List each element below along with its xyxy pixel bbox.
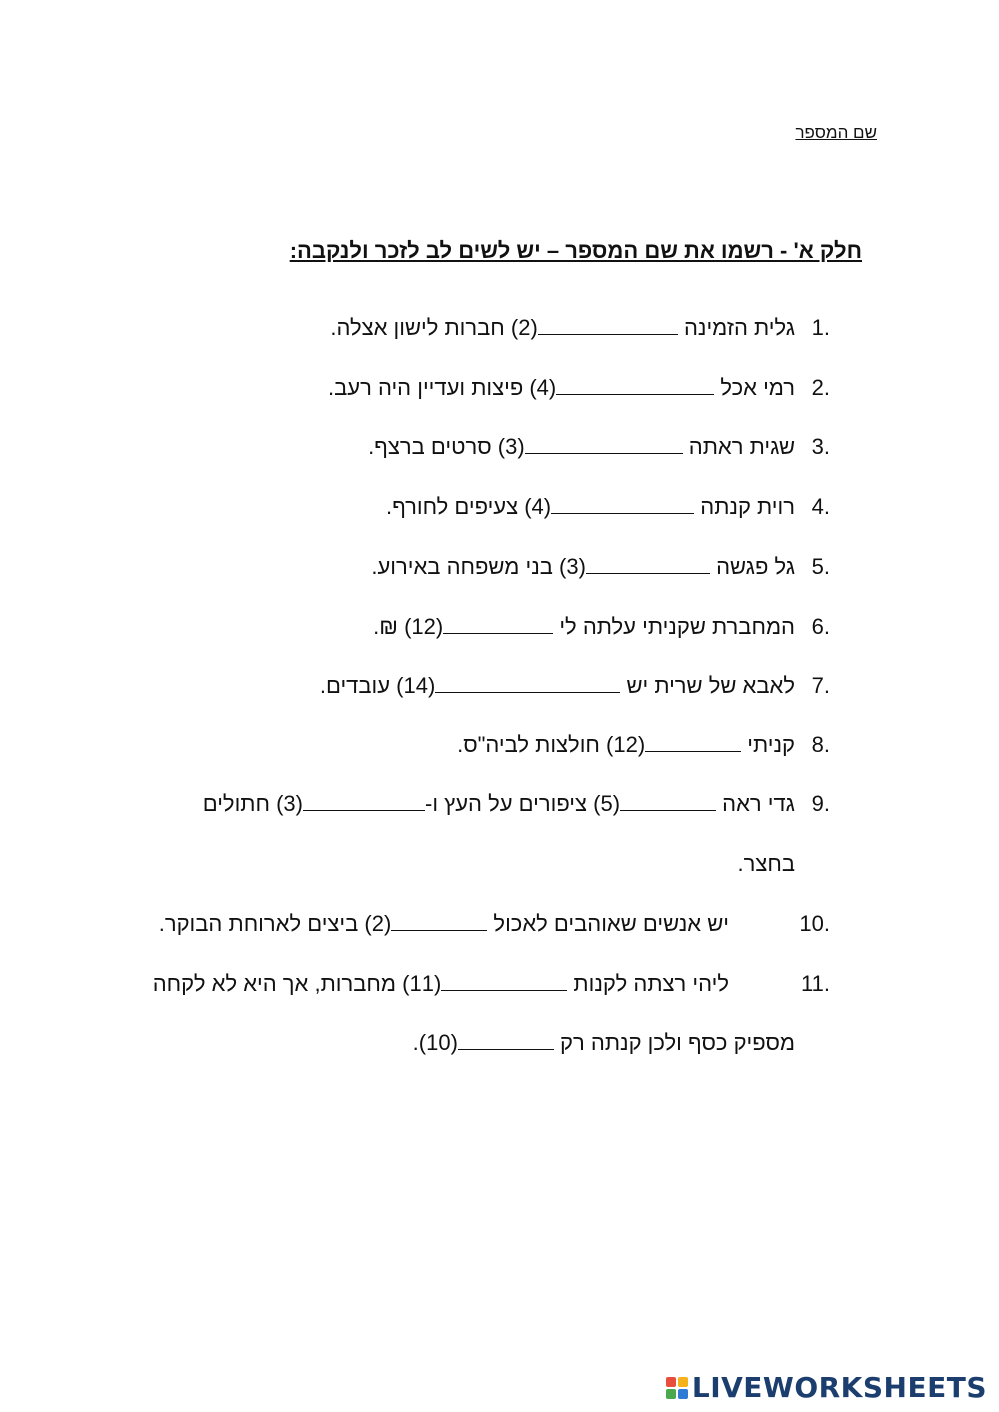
item-text-after: (2) חברות לישון אצלה. bbox=[330, 315, 538, 340]
answer-blank[interactable] bbox=[551, 493, 694, 514]
answer-blank[interactable] bbox=[645, 731, 741, 752]
exercise-item bbox=[0, 730, 999, 760]
item-text bbox=[153, 969, 729, 999]
item-number: 3. bbox=[811, 434, 830, 459]
answer-blank[interactable] bbox=[391, 910, 487, 931]
page-header: שם המספר bbox=[795, 123, 877, 142]
exercise-item bbox=[0, 373, 999, 403]
exercise-item bbox=[0, 313, 999, 343]
logo-square-red bbox=[666, 1377, 676, 1387]
item-text-before: המחברת שקניתי עלתה לי bbox=[559, 614, 795, 639]
item-text-after: (4) צעיפים לחורף. bbox=[385, 494, 552, 519]
item-number: 10. bbox=[799, 911, 830, 936]
item-text-after: (2) ביצים לארוחת הבוקר. bbox=[158, 911, 392, 936]
answer-blank[interactable] bbox=[538, 314, 678, 335]
exercise-item bbox=[0, 432, 999, 462]
item-text-after: (3) סרטים ברצף. bbox=[368, 434, 525, 459]
item-text bbox=[457, 730, 795, 760]
answer-blank[interactable] bbox=[586, 553, 710, 574]
exercise-item bbox=[0, 969, 999, 999]
exercise-item bbox=[0, 492, 999, 522]
item-text bbox=[159, 909, 729, 939]
item-number: 6. bbox=[811, 614, 830, 639]
item-text-middle: (5) ציפורים על העץ ו- bbox=[425, 791, 621, 816]
answer-blank[interactable] bbox=[435, 672, 620, 693]
item-number: 8. bbox=[811, 732, 830, 757]
exercise-item-continuation bbox=[0, 1028, 999, 1058]
answer-blank[interactable] bbox=[525, 433, 683, 454]
item-continuation: בחצר. bbox=[737, 851, 795, 876]
item-continuation-after: (10). bbox=[412, 1030, 458, 1055]
answer-blank[interactable] bbox=[441, 970, 567, 991]
item-number: 11. bbox=[801, 971, 830, 996]
exercise-item bbox=[0, 671, 999, 701]
item-text-before: ליהי רצתה לקנות bbox=[573, 971, 729, 996]
item-text bbox=[328, 373, 795, 403]
item-text-before: גלית הזמינה bbox=[683, 315, 795, 340]
logo-square-yellow bbox=[678, 1377, 688, 1387]
logo-square-green bbox=[666, 1389, 676, 1399]
item-text-before: רמי אכל bbox=[720, 375, 795, 400]
item-text-after: (14) עובדים. bbox=[319, 673, 436, 698]
item-continuation-before: מספיק כסף ולכן קנתה רק bbox=[560, 1030, 795, 1055]
item-text-before: גל פגשה bbox=[716, 554, 795, 579]
item-text-after: (11) מחברות, אך היא לא לקחה bbox=[152, 971, 442, 996]
item-text bbox=[320, 671, 795, 701]
answer-blank[interactable] bbox=[458, 1029, 554, 1050]
item-text-before: לאבא של שרית יש bbox=[626, 673, 795, 698]
exercise-item bbox=[0, 552, 999, 582]
exercise-item bbox=[0, 789, 999, 819]
exercise-item bbox=[0, 612, 999, 642]
item-text bbox=[373, 612, 795, 642]
item-text-after: (3) חתולים bbox=[202, 791, 303, 816]
item-number: 9. bbox=[811, 791, 830, 816]
item-number: 7. bbox=[811, 673, 830, 698]
item-text bbox=[371, 552, 795, 582]
item-text bbox=[386, 492, 795, 522]
answer-blank[interactable] bbox=[303, 790, 425, 811]
item-text-before: שגית ראתה bbox=[688, 434, 795, 459]
logo-text: LIVEWORKSHEETS bbox=[691, 1371, 987, 1404]
answer-blank[interactable] bbox=[443, 613, 553, 634]
item-number: 5. bbox=[811, 554, 830, 579]
item-text-before: קניתי bbox=[747, 732, 795, 757]
item-number: 1. bbox=[811, 315, 830, 340]
item-text-before: גדי ראה bbox=[722, 791, 795, 816]
item-text-before: רוית קנתה bbox=[700, 494, 795, 519]
item-text-before: יש אנשים שאוהבים לאכול bbox=[493, 911, 729, 936]
item-number: 4. bbox=[811, 494, 830, 519]
item-text-after: (4) פיצות ועדיין היה רעב. bbox=[328, 375, 557, 400]
section-title: חלק א' - רשמו את שם המספר – יש לשים לב לזכר ולנקבה: bbox=[289, 238, 862, 263]
answer-blank[interactable] bbox=[620, 790, 716, 811]
liveworksheets-logo-icon bbox=[666, 1377, 688, 1399]
item-text bbox=[203, 789, 795, 819]
item-text-after: (12) חולצות לביה"ס. bbox=[457, 732, 646, 757]
exercise-item-continuation bbox=[0, 849, 999, 879]
item-text bbox=[368, 432, 795, 462]
item-continuation bbox=[413, 1028, 795, 1058]
item-text-after: (3) בני משפחה באירוע. bbox=[371, 554, 586, 579]
answer-blank[interactable] bbox=[556, 374, 714, 395]
item-number: 2. bbox=[811, 375, 830, 400]
item-text-after: (12) ₪. bbox=[373, 614, 444, 639]
liveworksheets-logo[interactable] bbox=[666, 1371, 987, 1404]
exercise-item bbox=[0, 909, 999, 939]
logo-square-blue bbox=[678, 1389, 688, 1399]
item-text bbox=[330, 313, 795, 343]
